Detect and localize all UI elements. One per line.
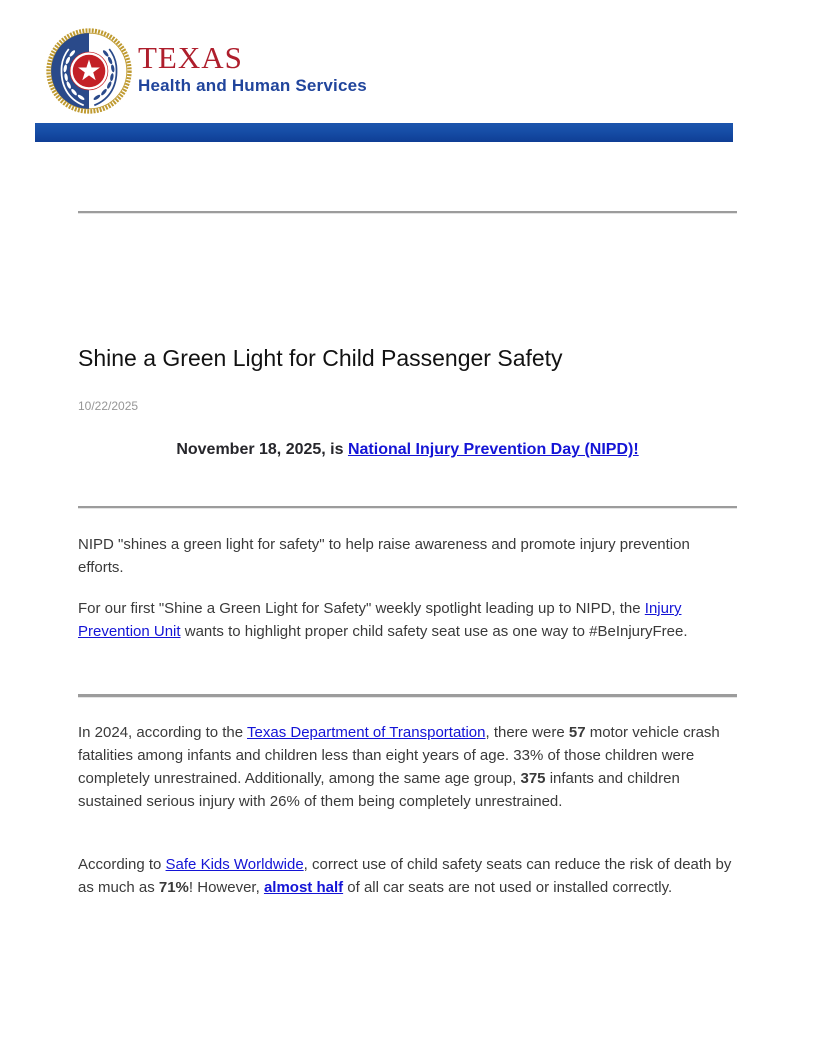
paragraph-text: , correct use of child safety seats can reduce the risk of death by as much as bbox=[78, 856, 732, 896]
logo-text bbox=[138, 42, 367, 96]
paragraph-nipd-intro bbox=[78, 533, 738, 579]
nipd-link[interactable]: National Injury Prevention Day (NIPD)! bbox=[347, 441, 639, 458]
safe-kids-worldwide-link[interactable]: Safe Kids Worldwide bbox=[165, 856, 304, 873]
horizontal-rule-bottom bbox=[78, 694, 737, 698]
injuries-count: 375 bbox=[520, 770, 546, 787]
txdot-link[interactable]: Texas Department of Transportation bbox=[247, 724, 486, 741]
hhs-logo bbox=[45, 27, 367, 115]
paragraph-text: infants and children sustained serious injury with 26% of them being completely unrestrained. bbox=[78, 770, 680, 810]
fatalities-count: 57 bbox=[568, 724, 586, 741]
paragraph-text: NIPD "shines a green light for safety" to help raise awareness and promote injury prevention efforts. bbox=[78, 536, 690, 576]
horizontal-rule-middle bbox=[78, 506, 737, 509]
header-divider-bar bbox=[35, 123, 733, 142]
paragraph-text: of all car seats are not used or installed correctly. bbox=[343, 879, 673, 896]
paragraph-txdot-stats bbox=[78, 721, 738, 813]
paragraph-text: According to bbox=[78, 856, 166, 873]
risk-reduction-percent: 71% bbox=[158, 879, 189, 896]
paragraph-text: , there were bbox=[485, 724, 569, 741]
logo-subtitle-text: Health and Human Services bbox=[138, 76, 367, 95]
banner-prefix-text: November 18, 2025, is bbox=[176, 441, 348, 458]
hhs-seal-icon bbox=[45, 27, 133, 115]
paragraph-text: For our first "Shine a Green Light for Safety" weekly spotlight leading up to NIPD, the bbox=[78, 600, 645, 617]
horizontal-rule-top bbox=[78, 211, 737, 214]
article-title: Shine a Green Light for Child Passenger Safety bbox=[78, 345, 563, 371]
paragraph-text: wants to highlight proper child safety seat use as one way to #BeInjuryFree. bbox=[180, 623, 688, 640]
almost-half-link[interactable]: almost half bbox=[263, 879, 344, 896]
paragraph-spotlight bbox=[78, 597, 738, 643]
injury-prevention-unit-link[interactable]: Injury Prevention Unit bbox=[78, 600, 682, 640]
logo-brand-text: TEXAS bbox=[138, 40, 243, 75]
paragraph-text: motor vehicle crash fatalities among infants and children less than eight years of age. 33% of those children were completely unrestrained. Additionally, among the same age group, bbox=[78, 724, 720, 787]
paragraph-text: In 2024, according to the bbox=[78, 724, 248, 741]
paragraph-safekids bbox=[78, 853, 738, 899]
banner-line bbox=[78, 441, 737, 459]
article-date: 10/22/2025 bbox=[78, 399, 139, 413]
paragraph-text: ! However, bbox=[188, 879, 264, 896]
